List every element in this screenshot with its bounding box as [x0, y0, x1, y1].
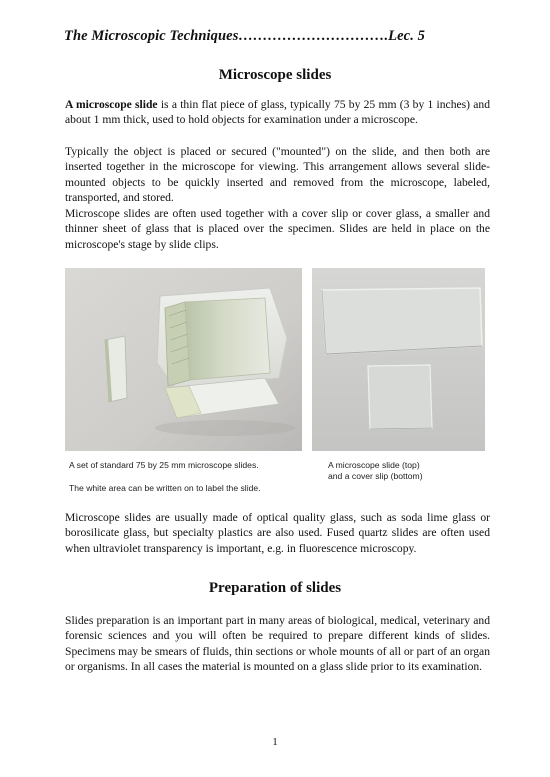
paragraph-mounting: Typically the object is placed or secured ("mounted") on the slide, and then both are inserted together in the microscope for viewing. This arrangement allows several slide-mounted objects to be quickly inserted and removed from the microscope, labeled, transported, and stored.: [65, 145, 490, 204]
paragraph-materials: Microscope slides are usually made of optical quality glass, such as soda lime glass or borosilicate glass, but specialty plastics are also used. Fused quartz slides are often used when ultraviolet transparency is important, e.g. in fluorescence microscopy.: [65, 511, 490, 555]
paragraph-intro: [65, 97, 490, 128]
slide-set-illustration: [65, 268, 302, 451]
caption-slide-set-2: The white area can be written on to label the slide.: [69, 483, 261, 493]
section-title-preparation: Preparation of slides: [208, 580, 342, 596]
caption-slide-cover-1: A microscope slide (top): [328, 460, 420, 470]
slide-cover-slip-illustration: [312, 268, 485, 451]
page-number: 1: [272, 736, 278, 748]
photo-slide-set: [65, 268, 302, 451]
header-dots: …………………………: [238, 28, 385, 44]
paragraph-cover-slip: Microscope slides are often used together with a cover slip or cover glass, a smaller and thinner sheet of glass that is placed over the specimen. Slides are held in place on the microscope's stage by slide clips.: [65, 207, 490, 251]
caption-slide-cover-2: and a cover slip (bottom): [328, 471, 423, 481]
photo-slide-and-cover-slip: [312, 268, 485, 451]
intro-term: A microscope slide: [65, 98, 158, 111]
section-title-microscope-slides: Microscope slides: [218, 67, 332, 83]
intro-text: is a thin flat piece of glass, typically 75 by 25 mm (3 by 1 inches) and about 1 mm thick, used to hold objects for examination under a microscope.: [65, 98, 490, 127]
lecture-number: .Lec. 5: [384, 28, 426, 44]
course-title: The Microscopic Techniques: [64, 28, 239, 44]
caption-slide-set-1: A set of standard 75 by 25 mm microscope slides.: [69, 460, 259, 470]
running-header: [64, 28, 494, 45]
paragraph-preparation: Slides preparation is an important part in many areas of biological, medical, veterinary and forensic sciences and you will often be required to prepare different kinds of slides. Specimens may be smears of fluids, thin sections or whole mounts of all or part of an organ or organisms. In all cases the material is mounted on a glass slide prior to its examination.: [65, 614, 490, 673]
